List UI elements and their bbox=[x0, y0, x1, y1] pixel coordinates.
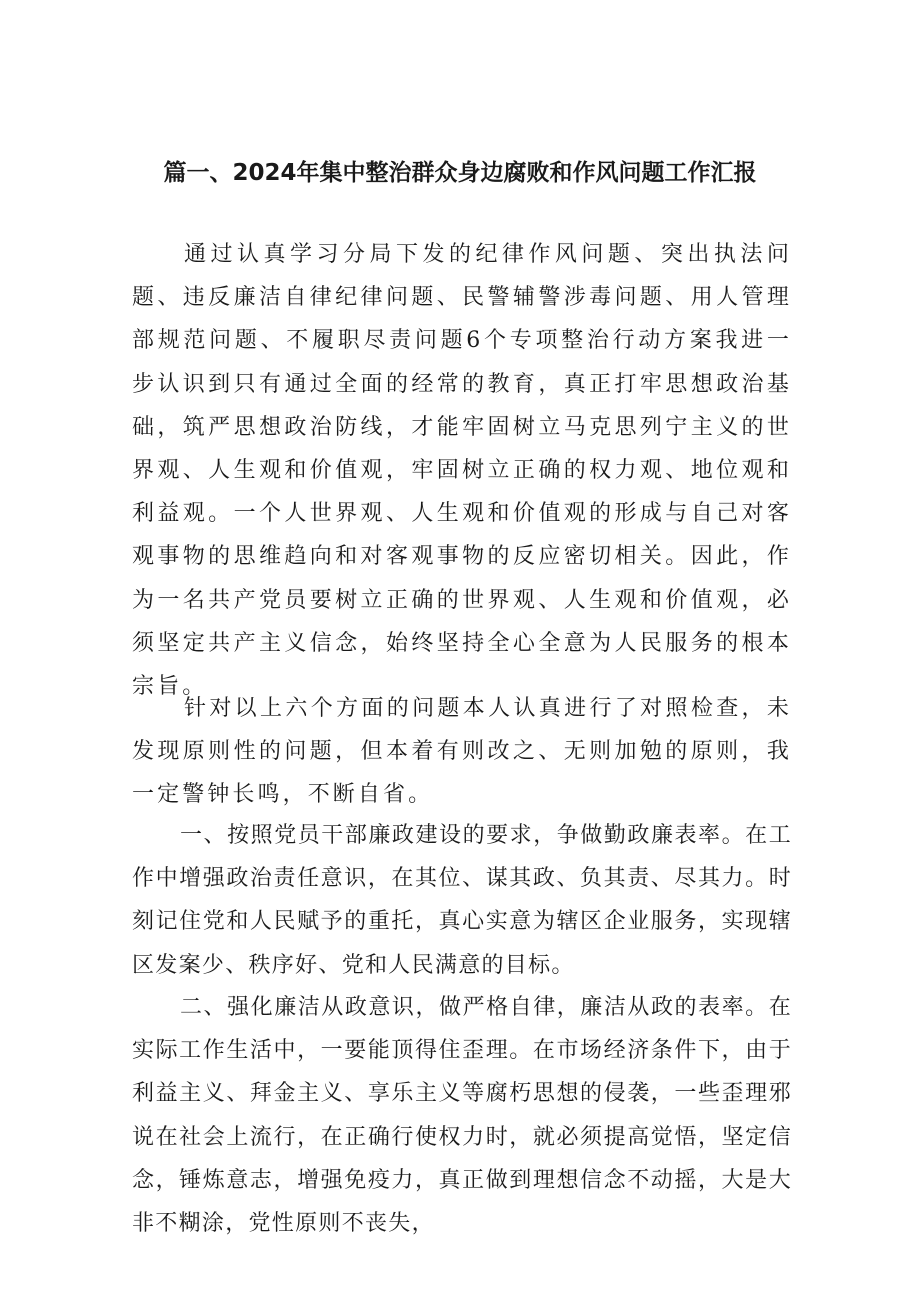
paragraph-self-check: 针对以上六个方面的问题本人认真进行了对照检查，未发现原则性的问题，但本着有则改之、无则加勉的原则，我一定警钟长鸣，不断自省。 bbox=[132, 696, 792, 808]
paragraph-point-one: 一、按照党员干部廉政建设的要求，争做勤政廉表率。在工作中增强政治责任意识，在其位、谋其政、负其责、尽其力。时刻记住党和人民赋予的重托，真心实意为辖区企业服务，实现辖区发案少、秩序好、党和人民满意的目标。 bbox=[132, 823, 792, 978]
paragraph-intro: 通过认真学习分局下发的纪律作风问题、突出执法问题、违反廉洁自律纪律问题、民警辅警涉毒问题、用人管理部规范问题、不履职尽责问题6个专项整治行动方案我进一步认识到只有通过全面的经常的教育，真正打牢思想政治基础，筑严思想政治防线，才能牢固树立马克思列宁主义的世界观、人生观和价值观，牢固树立正确的权力观、地位观和利益观。一个人世界观、人生观和价值观的形成与自己对客观事物的思维趋向和对客观事物的反应密切相关。因此，作为一名共产党员要树立正确的世界观、人生观和价值观，必须坚定共产主义信念，始终坚持全心全意为人民服务的根本宗旨。 bbox=[132, 242, 792, 700]
document-title: 篇一、2024年集中整治群众身边腐败和作风问题工作汇报 bbox=[163, 160, 757, 186]
paragraph-point-two: 二、强化廉洁从政意识，做严格自律，廉洁从政的表率。在实际工作生活中，一要能顶得住歪理。在市场经济条件下，由于利益主义、拜金主义、享乐主义等腐朽思想的侵袭，一些歪理邪说在社会上流行，在正确行使权力时，就必须提高觉悟，坚定信念，锤炼意志，增强免疫力，真正做到理想信念不动摇，大是大非不糊涂，党性原则不丧失， bbox=[132, 995, 792, 1237]
